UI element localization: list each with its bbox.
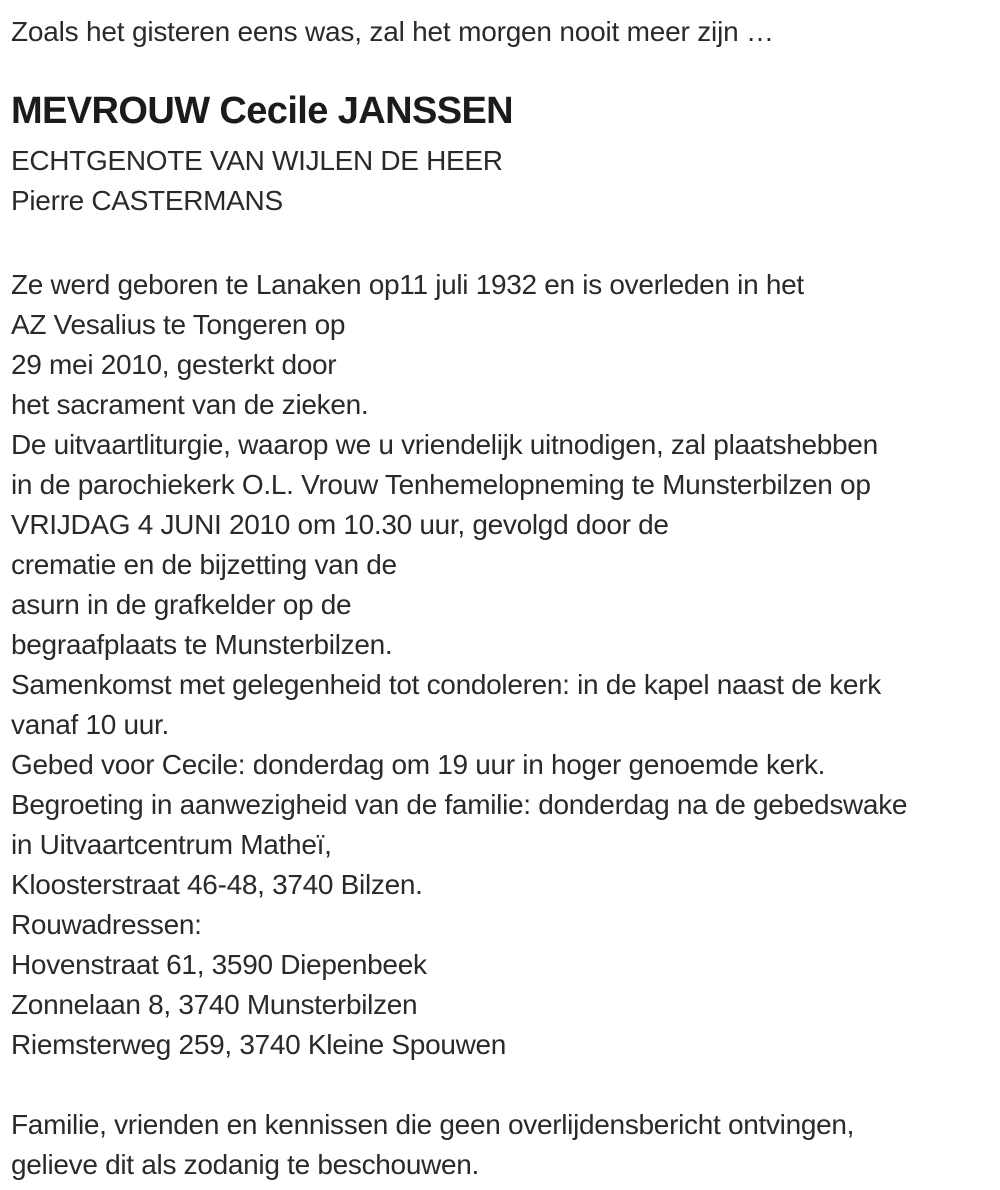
notice-line: 29 mei 2010, gesterkt door [11,349,337,380]
notice-line: crematie en de bijzetting van de [11,549,397,580]
notice-line: Hovenstraat 61, 3590 Diepenbeek [11,949,427,980]
notice-line: gelieve dit als zodanig te beschouwen. [11,1149,480,1180]
notice-line: asurn in de grafkelder op de [11,589,352,620]
spouse-name: Pierre CASTERMANS [11,185,283,216]
notice-line: Gebed voor Cecile: donderdag om 19 uur in hoger genoemde kerk. [11,749,826,780]
spouse-block [11,141,988,221]
notice-line: Samenkomst met gelegenheid tot condoleren: in de kapel naast de kerk [11,669,881,700]
notice-body [11,265,988,1065]
notice-line: vanaf 10 uur. [11,709,170,740]
notice-line: Rouwadressen: [11,909,202,940]
deceased-name: MEVROUW Cecile JANSSEN [11,90,514,132]
notice-line: Begroeting in aanwezigheid van de familie: donderdag na de gebedswake [11,789,908,820]
notice-line: De uitvaartliturgie, waarop we u vriendelijk uitnodigen, zal plaatshebben [11,429,878,460]
notice-line: begraafplaats te Munsterbilzen. [11,629,393,660]
notice-line: VRIJDAG 4 JUNI 2010 om 10.30 uur, gevolgd door de [11,509,669,540]
notice-line: Riemsterweg 259, 3740 Kleine Spouwen [11,1029,507,1060]
notice-line: AZ Vesalius te Tongeren op [11,309,346,340]
notice-line: in Uitvaartcentrum Matheï, [11,829,332,860]
notice-line: Kloosterstraat 46-48, 3740 Bilzen. [11,869,423,900]
notice-closing [11,1105,988,1185]
notice-line: in de parochiekerk O.L. Vrouw Tenhemelopneming te Munsterbilzen op [11,469,871,500]
notice-line: Familie, vrienden en kennissen die geen overlijdensbericht ontvingen, [11,1109,855,1140]
notice-line: Zonnelaan 8, 3740 Munsterbilzen [11,989,418,1020]
notice-line: het sacrament van de zieken. [11,389,369,420]
memorial-quote: Zoals het gisteren eens was, zal het morgen nooit meer zijn … [11,16,774,47]
notice-line: Ze werd geboren te Lanaken op11 juli 1932 en is overleden in het [11,269,804,300]
spouse-intro: ECHTGENOTE VAN WIJLEN DE HEER [11,145,503,176]
